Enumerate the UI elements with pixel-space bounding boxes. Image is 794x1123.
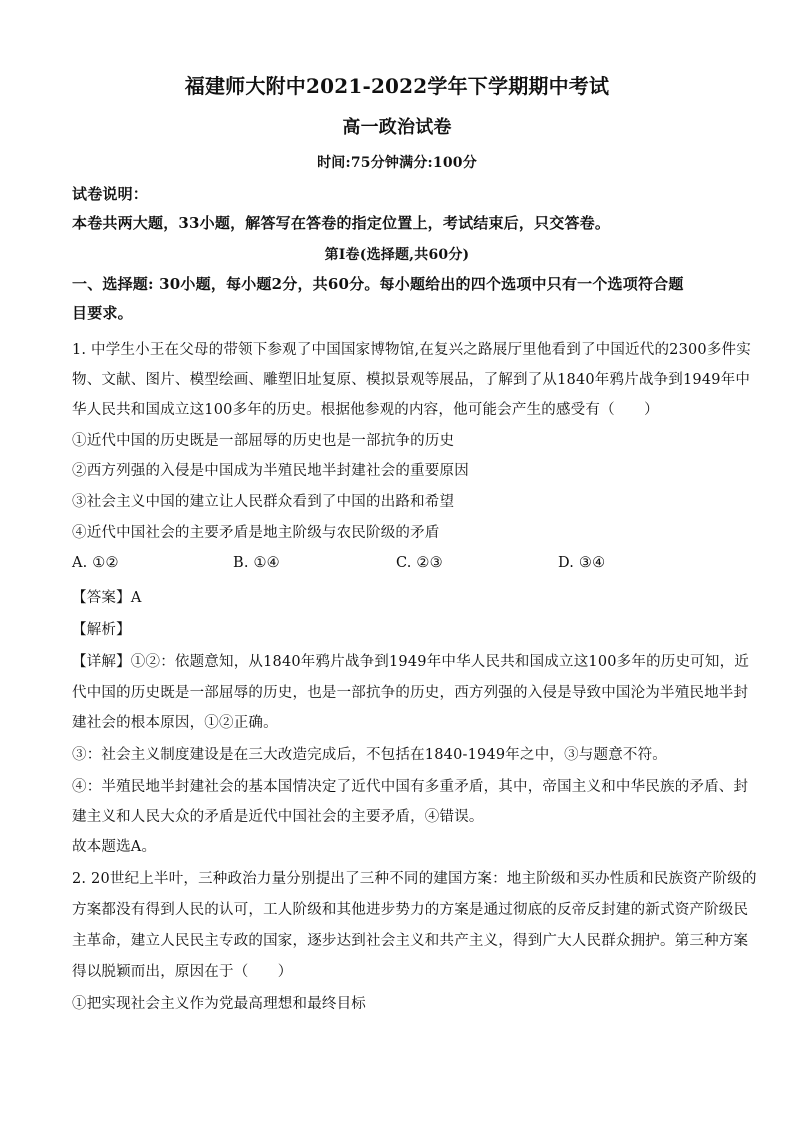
q1-statement: ②西方列强的入侵是中国成为半殖民地半封建社会的重要原因 (72, 463, 469, 479)
q1-stem-line: 华人民共和国成立这100多年的历史。根据他参观的内容，他可能会产生的感受有（ ） (72, 402, 659, 418)
q1-answer (72, 586, 141, 607)
time-score: 时间:75分钟满分:100分 (317, 155, 477, 171)
q1-analysis-line: 【详解】①②：依题意知，从1840年鸦片战争到1949年中华人民共和国成立这100多年的历史可知，近 (72, 654, 749, 670)
instructions-heading: 试卷说明： (72, 185, 149, 203)
exam-subtitle: 高一政治试卷 (342, 117, 452, 138)
answer-tag: 【答案】 (72, 590, 131, 606)
instructions-body: 本卷共两大题，33小题，解答写在答卷的指定位置上，考试结束后，只交答卷。 (72, 214, 611, 232)
q1-statement: ④近代中国社会的主要矛盾是地主阶级与农民阶级的矛盾 (72, 525, 440, 541)
q1-option-c: C. ②③ (396, 555, 443, 571)
q2-stem-line: 2. 20世纪上半叶，三种政治力量分别提出了三种不同的建国方案：地主阶级和买办性质和民族资产阶级的 (72, 871, 757, 887)
exam-title: 福建师大附中2021-2022学年下学期期中考试 (184, 74, 610, 98)
section-desc-line2: 目要求。 (72, 304, 133, 322)
q1-statement: ③社会主义中国的建立让人民群众看到了中国的出路和希望 (72, 494, 455, 510)
q1-option-d: D. ③④ (558, 555, 606, 571)
answer-value: A (130, 590, 142, 606)
q1-analysis-line: ③：社会主义制度建设是在三大改造完成后，不包括在1840-1949年之中，③与题意不符。 (72, 747, 667, 763)
section-title: 第Ⅰ卷(选择题,共60分) (324, 247, 470, 263)
analysis-tag: 【解析】 (72, 622, 131, 638)
q1-stem-line: 1. 中学生小王在父母的带领下参观了中国国家博物馆,在复兴之路展厅里他看到了中国近代的2300多件实 (72, 342, 751, 358)
q1-analysis-line: ④：半殖民地半封建社会的基本国情决定了近代中国有多重矛盾，其中，帝国主义和中华民族的矛盾、封 (72, 779, 749, 795)
q1-stem-line: 物、文献、图片、模型绘画、雕塑旧址复原、模拟景观等展品，了解到了从1840年鸦片战争到1949年中 (72, 372, 751, 388)
q2-statement: ①把实现社会主义作为党最高理想和最终目标 (72, 996, 366, 1012)
q1-statement: ①近代中国的历史既是一部屈辱的历史也是一部抗争的历史 (72, 433, 455, 449)
q1-analysis-line: 代中国的历史既是一部屈辱的历史，也是一部抗争的历史，西方列强的入侵是导致中国沦为半殖民地半封 (72, 685, 749, 701)
q1-analysis-line: 建社会的根本原因，①②正确。 (72, 715, 278, 731)
q2-stem-line: 方案都没有得到人民的认可，工人阶级和其他进步势力的方案是通过彻底的反帝反封建的新式资产阶级民 (72, 902, 749, 918)
q2-stem-line: 主革命，建立人民民主专政的国家，逐步达到社会主义和共产主义，得到广大人民群众拥护。第三种方案 (72, 933, 749, 949)
q1-option-b: B. ①④ (233, 555, 280, 571)
q2-stem-line: 得以脱颖而出，原因在于（ ） (72, 964, 293, 980)
section-desc-line1: 一、选择题: 30小题，每小题2分，共60分。每小题给出的四个选项中只有一个选项符合题 (72, 275, 684, 293)
q1-analysis-line: 故本题选A。 (72, 839, 157, 855)
q1-option-a: A. ①② (72, 555, 119, 571)
q1-analysis-line: 建主义和人民大众的矛盾是近代中国社会的主要矛盾，④错误。 (72, 809, 484, 825)
